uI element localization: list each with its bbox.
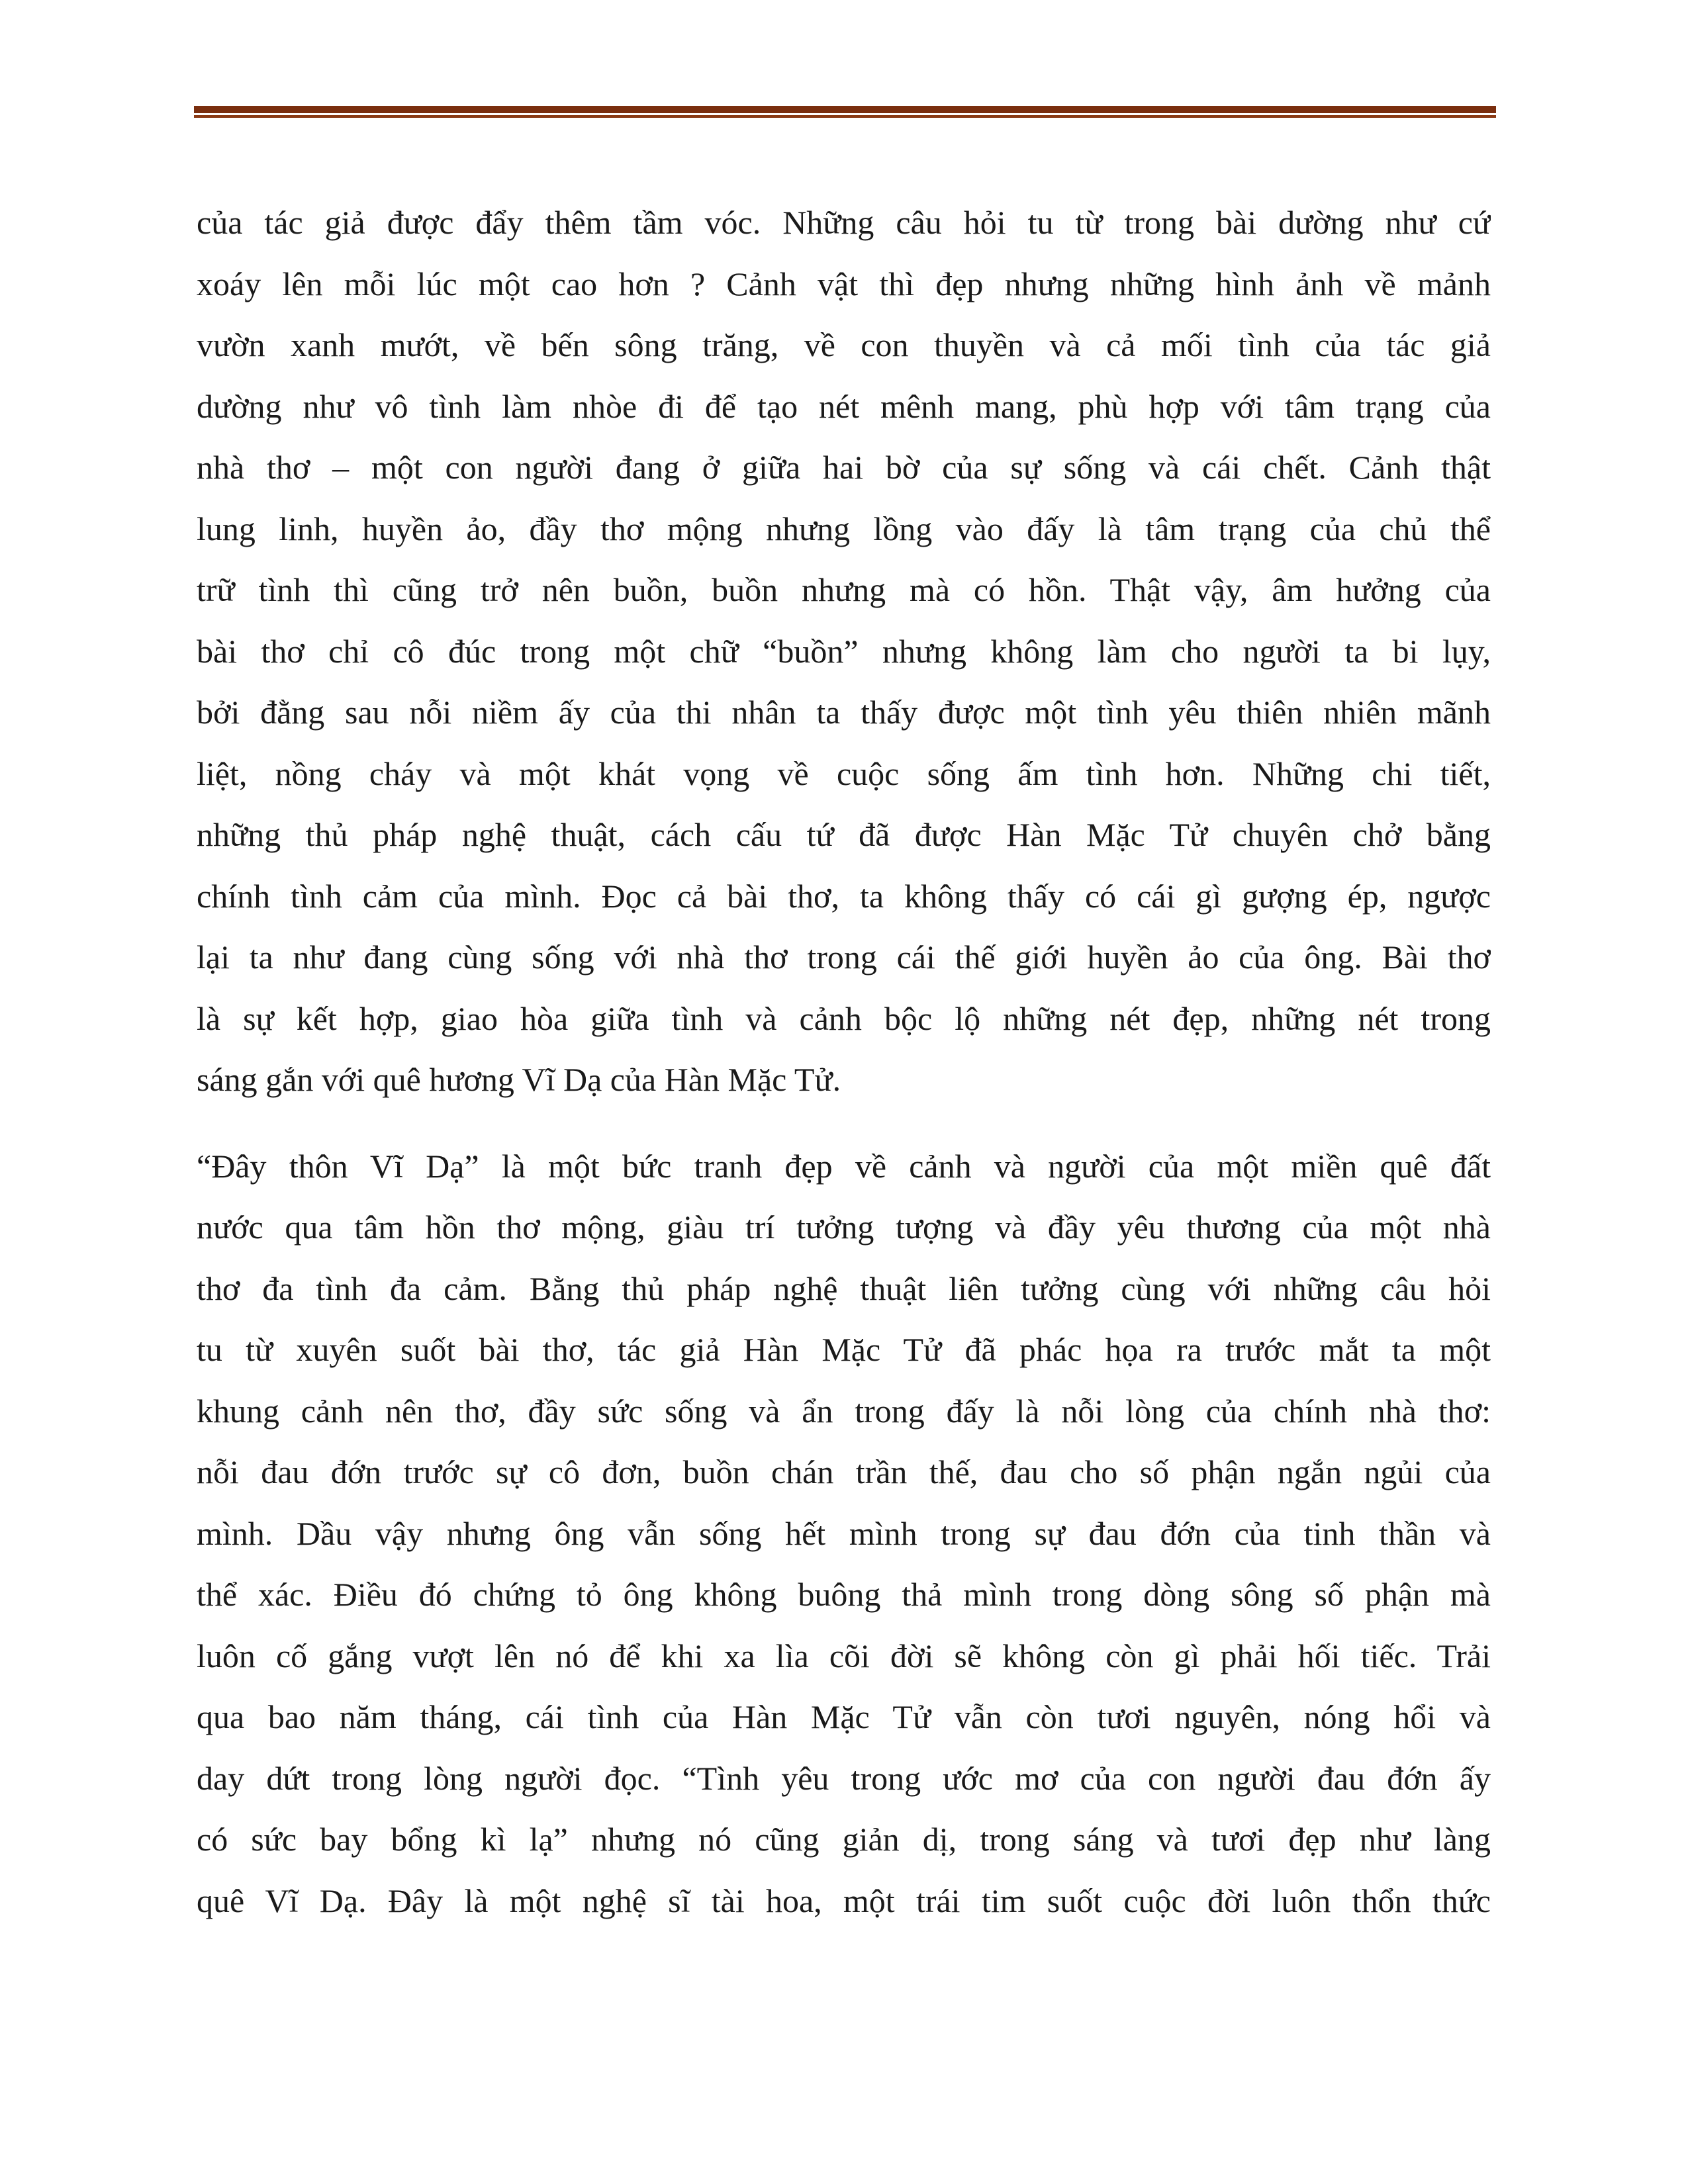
text-line: mình. Dầu vậy nhưng ông vẫn sống hết mình trong sự đau đớn của tinh thần và (197, 1514, 1491, 1552)
text-line: luôn cố gắng vượt lên nó để khi xa lìa cõi đời sẽ không còn gì phải hối tiếc. Trải (197, 1637, 1491, 1674)
text-line: nhà thơ – một con người đang ở giữa hai bờ của sự sống và cái chết. Cảnh thật (197, 449, 1491, 486)
header-rule-thick-line (194, 106, 1496, 113)
document-body (197, 192, 1491, 1956)
paragraph-1 (197, 192, 1491, 1111)
text-line: nỗi đau đớn trước sự cô đơn, buồn chán trần thế, đau cho số phận ngắn ngủi của (197, 1453, 1491, 1490)
text-line: dường như vô tình làm nhòe đi để tạo nét mênh mang, phù hợp với tâm trạng của (197, 387, 1491, 425)
text-line: là sự kết hợp, giao hòa giữa tình và cảnh bộc lộ những nét đẹp, những nét trong (197, 999, 1491, 1037)
text-line: khung cảnh nên thơ, đầy sức sống và ẩn trong đấy là nỗi lòng của chính nhà thơ: (197, 1392, 1491, 1430)
text-line: lại ta như đang cùng sống với nhà thơ trong cái thế giới huyền ảo của ông. Bài thơ (197, 938, 1491, 976)
text-line: qua bao năm tháng, cái tình của Hàn Mặc Tử vẫn còn tươi nguyên, nóng hổi và (197, 1698, 1491, 1735)
text-line: có sức bay bổng kì lạ” nhưng nó cũng giản dị, trong sáng và tươi đẹp như làng (197, 1821, 1491, 1858)
text-line: của tác giả được đẩy thêm tầm vóc. Những câu hỏi tu từ trong bài dường như cứ (197, 204, 1491, 241)
text-line: day dứt trong lòng người đọc. “Tình yêu trong ước mơ của con người đau đớn ấy (197, 1759, 1491, 1797)
header-rule (194, 106, 1496, 119)
text-line: xoáy lên mỗi lúc một cao hơn ? Cảnh vật thì đẹp nhưng những hình ảnh về mảnh (197, 265, 1491, 302)
text-line: lung linh, huyền ảo, đầy thơ mộng nhưng lồng vào đấy là tâm trạng của chủ thể (197, 510, 1491, 547)
header-rule-thin-line (194, 115, 1496, 118)
text-line: tu từ xuyên suốt bài thơ, tác giả Hàn Mặc Tử đã phác họa ra trước mắt ta một (197, 1331, 1491, 1368)
text-line: trữ tình thì cũng trở nên buồn, buồn nhưng mà có hồn. Thật vậy, âm hưởng của (197, 571, 1491, 608)
text-line: bởi đằng sau nỗi niềm ấy của thi nhân ta thấy được một tình yêu thiên nhiên mãnh (197, 694, 1491, 731)
text-line: những thủ pháp nghệ thuật, cách cấu tứ đã được Hàn Mặc Tử chuyên chở bằng (197, 816, 1491, 853)
text-line: chính tình cảm của mình. Đọc cả bài thơ, ta không thấy có cái gì gượng ép, ngược (197, 877, 1491, 915)
text-line: vườn xanh mướt, về bến sông trăng, về con thuyền và cả mối tình của tác giả (197, 326, 1491, 363)
text-line: nước qua tâm hồn thơ mộng, giàu trí tưởng tượng và đầy yêu thương của một nhà (197, 1208, 1491, 1246)
text-line: thể xác. Điều đó chứng tỏ ông không buông thả mình trong dòng sông số phận mà (197, 1576, 1491, 1613)
paragraph-2 (197, 1136, 1491, 1932)
text-line: “Đây thôn Vĩ Dạ” là một bức tranh đẹp về cảnh và người của một miền quê đất (197, 1147, 1491, 1185)
text-line: sáng gắn với quê hương Vĩ Dạ của Hàn Mặc Tử. (197, 1061, 841, 1098)
text-line: thơ đa tình đa cảm. Bằng thủ pháp nghệ thuật liên tưởng cùng với những câu hỏi (197, 1269, 1491, 1307)
text-line: quê Vĩ Dạ. Đây là một nghệ sĩ tài hoa, một trái tim suốt cuộc đời luôn thổn thức (197, 1882, 1491, 1919)
text-line: liệt, nồng cháy và một khát vọng về cuộc sống ấm tình hơn. Những chi tiết, (197, 754, 1491, 792)
text-line: bài thơ chỉ cô đúc trong một chữ “buồn” nhưng không làm cho người ta bi lụy, (197, 632, 1491, 670)
